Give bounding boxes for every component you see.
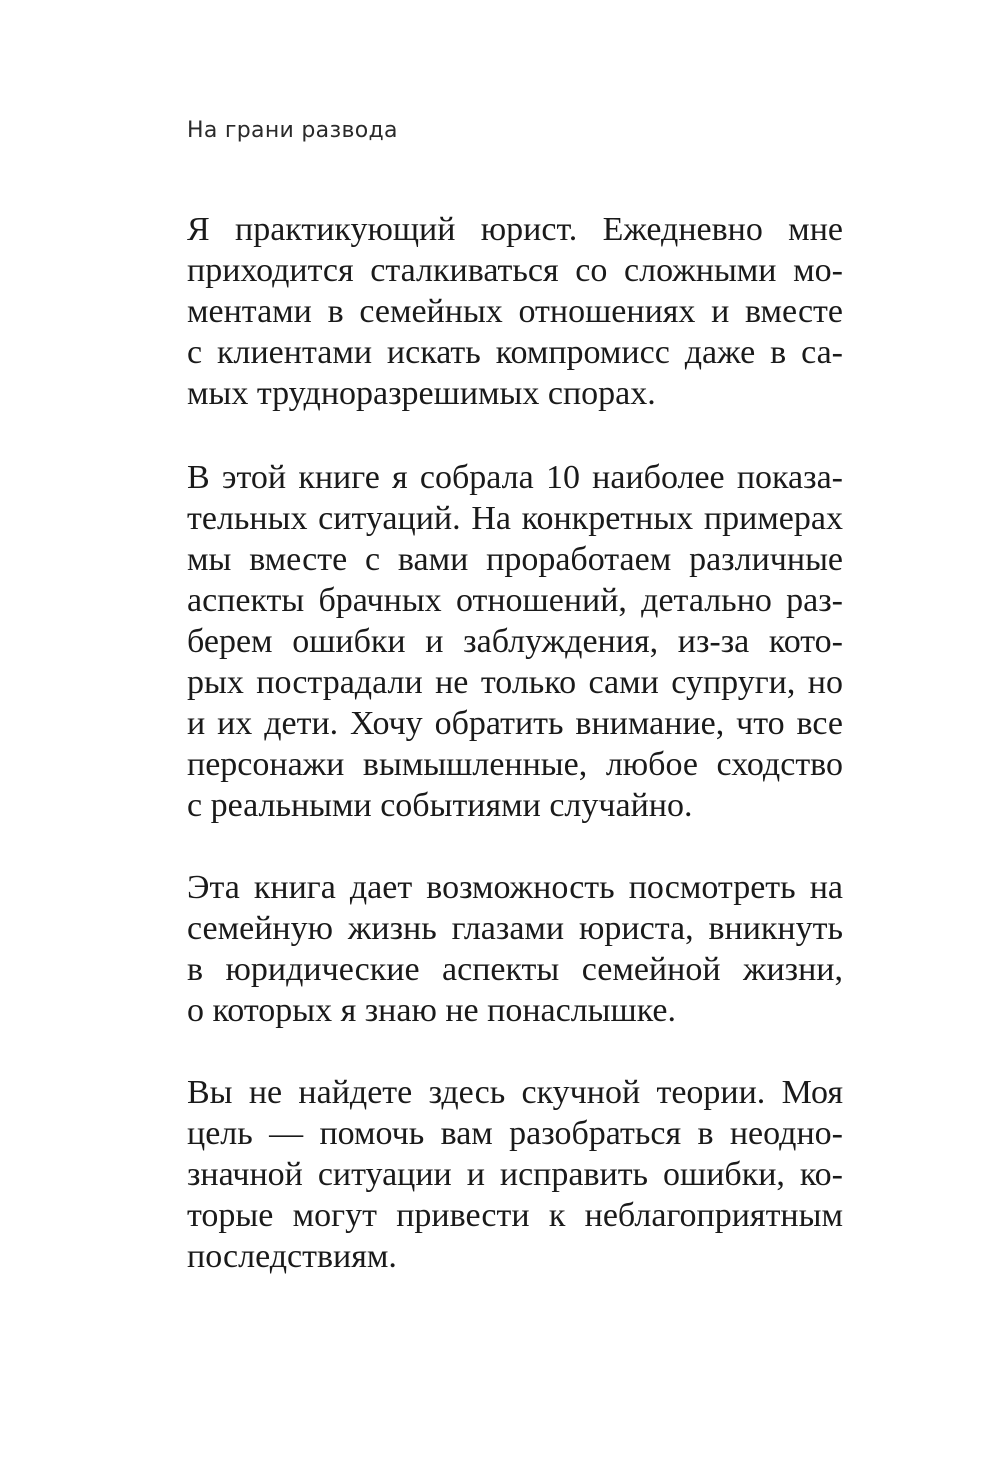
text-line: мых труднoразрешимых спорах. (187, 375, 656, 412)
text-line: торые могут привести к неблагоприятным (187, 1197, 843, 1234)
text-line: с реальными событиями случайно. (187, 787, 693, 824)
text-line: Я практикующий юрист. Ежедневно мне (187, 211, 843, 248)
text-line: рых пострадали не только сами супруги, но (187, 664, 843, 701)
text-line: с клиентами искать компромисс даже в са- (187, 334, 843, 371)
text-line: семейную жизнь глазами юриста, вникнуть (187, 910, 843, 947)
text-line: Эта книга дает возможность посмотреть на (187, 869, 843, 906)
text-line: приходится сталкиваться со сложными мо- (187, 252, 843, 289)
text-line: тельных ситуаций. На конкретных примерах (187, 500, 843, 537)
paragraph-3 (187, 867, 843, 1031)
text-line: ментами в семейных отношениях и вместе (187, 293, 843, 330)
text-line: и их дети. Хочу обратить внимание, что все (187, 705, 843, 742)
text-line: цель — помочь вам разобраться в неодно- (187, 1115, 843, 1152)
text-line: значной ситуации и исправить ошибки, ко- (187, 1156, 843, 1193)
text-line: берем ошибки и заблуждения, из-за кото- (187, 623, 843, 660)
text-line: в юридические аспекты семейной жизни, (187, 951, 843, 988)
paragraph-2 (187, 457, 843, 826)
text-line: Вы не найдете здесь скучной теории. Моя (187, 1074, 843, 1111)
text-line: мы вместе с вами проработаем различные (187, 541, 843, 578)
text-line: последствиям. (187, 1238, 397, 1275)
paragraph-4 (187, 1072, 843, 1277)
text-line: о которых я знаю не понаслышке. (187, 992, 676, 1029)
paragraph-1 (187, 209, 843, 414)
text-line: персонажи вымышленные, любое сходство (187, 746, 843, 783)
text-line: В этой книге я собрала 10 наиболее показа- (187, 459, 843, 496)
running-head: На грани развода (187, 118, 398, 143)
text-line: аспекты брачных отношений, детально раз- (187, 582, 843, 619)
